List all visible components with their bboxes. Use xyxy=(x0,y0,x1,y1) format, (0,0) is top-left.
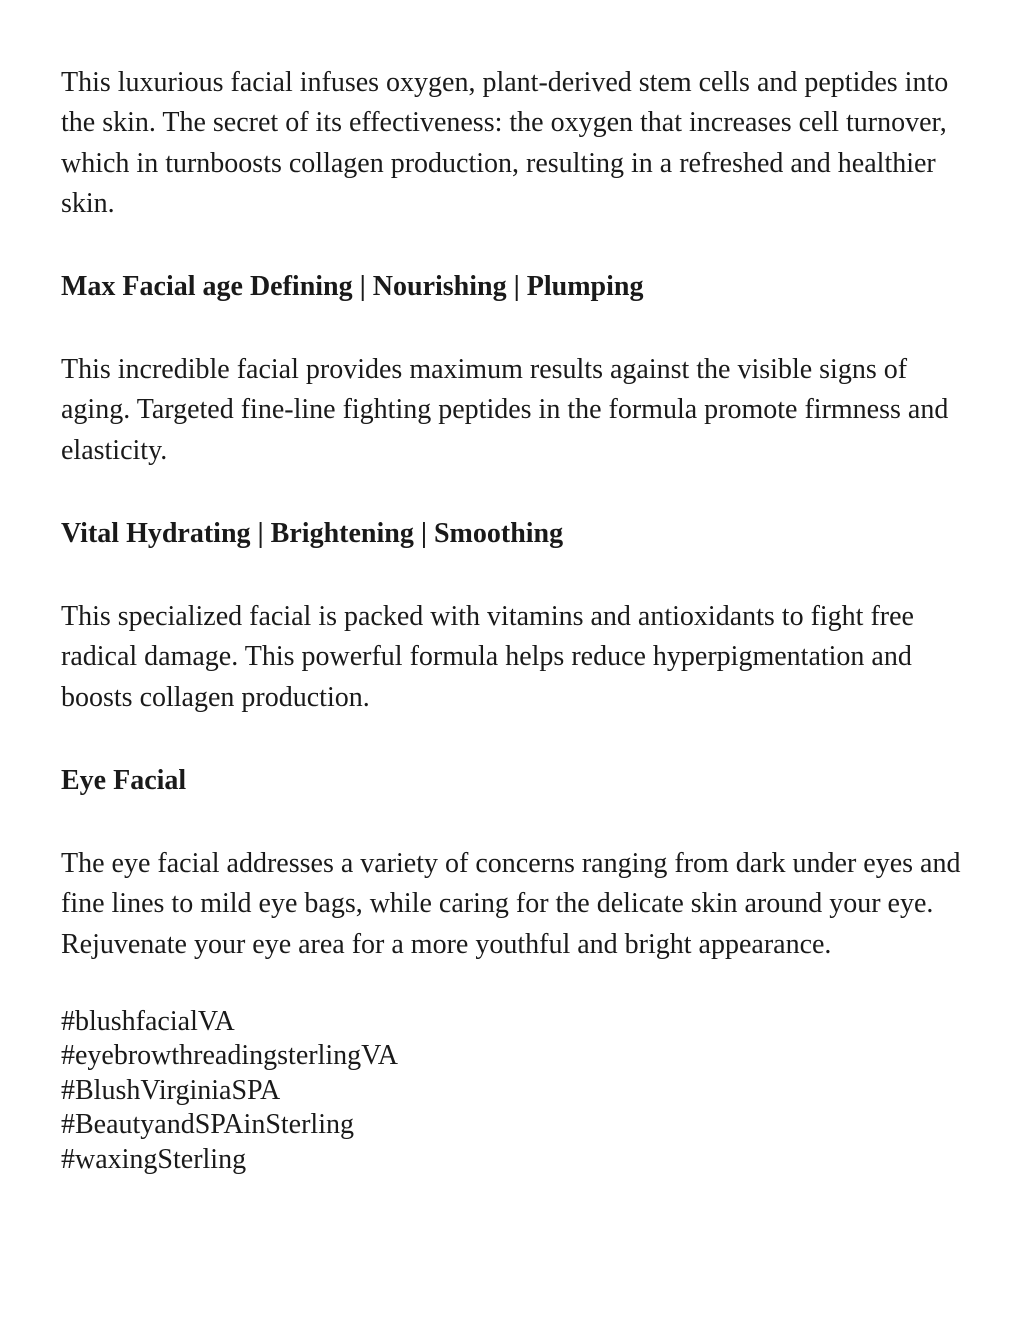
section-body-max-facial: This incredible facial provides maximum results against the visible signs of aging. Targeted fine-line fighting peptides in the formula promote firmness and elasticity. xyxy=(61,354,949,466)
hashtag: #BlushVirginiaSPA xyxy=(61,1074,281,1106)
intro-paragraph: This luxurious facial infuses oxygen, plant-derived stem cells and peptides into the skin. The secret of its effectiveness: the oxygen that increases cell turnover, which in turnboosts collagen production, resulting in a refreshed and healthier skin. xyxy=(61,67,949,219)
hashtag: #waxingSterling xyxy=(61,1143,247,1175)
section-heading-eye-facial: Eye Facial xyxy=(61,764,187,796)
section-heading-max-facial: Max Facial age Defining | Nourishing | Plumping xyxy=(61,271,644,303)
section-body-vital: This specialized facial is packed with vitamins and antioxidants to fight free radical damage. This powerful formula helps reduce hyperpigmentation and boosts collagen production. xyxy=(61,601,914,713)
section-body-eye-facial: The eye facial addresses a variety of concerns ranging from dark under eyes and fine lines to mild eye bags, while caring for the delicate skin around your eye. Rejuvenate your eye area for a more youthful and bright appearance. xyxy=(61,847,961,960)
hashtag: #blushfacialVA xyxy=(61,1005,235,1037)
hashtag-list xyxy=(61,1005,964,1178)
hashtag: #BeautyandSPAinSterling xyxy=(61,1109,354,1141)
section-heading-vital: Vital Hydrating | Brightening | Smoothing xyxy=(61,518,564,550)
hashtag: #eyebrowthreadingsterlingVA xyxy=(61,1040,398,1072)
